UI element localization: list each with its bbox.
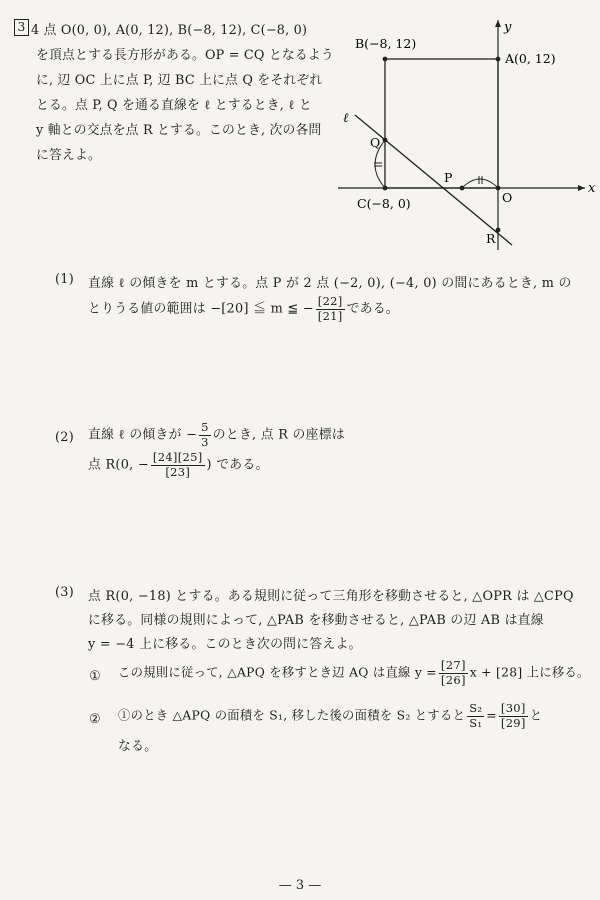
point-C — [383, 186, 388, 191]
part2-slope-fraction — [199, 422, 211, 448]
part3-sub1-fraction — [439, 660, 468, 686]
label-Q: Q — [370, 135, 381, 150]
label-y-axis: y — [504, 20, 512, 35]
point-A — [496, 57, 501, 62]
point-B — [383, 57, 388, 62]
part3-line1: 点 R(0, −18) とする。ある規則に従って三角形を移動させると, △OPR は △CPQ — [88, 589, 574, 604]
part3-sub1-text-b: x + [28] 上に移る。 — [469, 665, 590, 680]
question-number: 3 — [14, 19, 29, 36]
part3-sub2-text-a: ①のとき △APQ の面積を S₁, 移した後の面積を S₂ とすると — [118, 708, 466, 723]
point-O — [496, 186, 501, 191]
label-A: A(0, 12) — [505, 51, 556, 66]
part2-slope-num: 5 — [201, 420, 209, 434]
page-number: — 3 — — [278, 878, 322, 893]
part3-sub1-frac-den: [26] — [440, 672, 466, 687]
label-C: C(−8, 0) — [357, 196, 411, 211]
part3-sub2-text — [118, 703, 542, 729]
part3-sub2-eq: = — [486, 708, 497, 723]
part3-line3: y = −4 上に移る。このとき次の問に答えよ。 — [88, 637, 362, 652]
part3-sub2-text-b: と — [529, 708, 543, 723]
part1-frac-num: [22] — [317, 294, 343, 308]
part3-sub2-frac2-num: [30] — [500, 701, 526, 715]
point-R — [496, 228, 501, 233]
part2-line2-text-b: ) である。 — [206, 457, 269, 473]
part2-frac-num: [24][25] — [152, 450, 203, 464]
part2-line1-text-a: 直線 ℓ の傾きが − — [88, 427, 198, 443]
y-axis-arrow-icon — [495, 20, 501, 27]
part1-line2 — [88, 296, 399, 322]
label-P: P — [444, 170, 453, 185]
part1-fraction — [316, 296, 345, 322]
part3-sub1-text — [118, 660, 590, 686]
part3-sub2-marker: ② — [89, 712, 101, 727]
rectangle-OABC — [385, 59, 498, 188]
part2-line1-text-b: のとき, 点 R の座標は — [212, 427, 345, 443]
x-axis-arrow-icon — [578, 185, 585, 191]
label-B: B(−8, 12) — [355, 36, 417, 51]
point-Q — [383, 138, 388, 143]
part3-sub1-frac-num: [27] — [440, 658, 466, 672]
part1-line2-text-b: である。 — [346, 301, 399, 317]
point-P — [460, 186, 465, 191]
label-x-axis: x — [588, 181, 596, 196]
part3-number: (3) — [55, 585, 75, 600]
arc-OP — [462, 179, 498, 188]
part3-sub2-frac2-den: [29] — [500, 715, 526, 730]
part2-line2 — [88, 452, 269, 478]
part1-line1: 直線 ℓ の傾きを m とする。点 P が 2 点 (−2, 0), (−4, 0) の間にあるとき, m の — [88, 276, 572, 291]
part2-line2-text-a: 点 R(0, − — [88, 457, 149, 473]
part3-sub1-marker: ① — [89, 669, 101, 684]
part3-sub2-frac1-num: S₂ — [469, 701, 483, 715]
part3-sub2-frac1-den: S₁ — [469, 715, 483, 730]
part2-frac-den: [23] — [165, 464, 191, 479]
part2-line1 — [88, 422, 345, 448]
part3-sub2-fraction-2 — [499, 703, 528, 729]
part2-fraction — [151, 452, 205, 478]
label-l: ℓ — [343, 111, 349, 126]
part3-sub2-line2: なる。 — [118, 739, 158, 754]
part3-line2: に移る。同様の規則によって, △PAB を移動させると, △PAB の辺 AB は直線 — [88, 613, 544, 628]
intro-line-3: に, 辺 OC 上に点 P, 辺 BC 上に点 Q をそれぞれ — [36, 73, 323, 88]
intro-line-4: とる。点 P, Q を通る直線を ℓ とするとき, ℓ と — [36, 98, 312, 113]
part1-line2-text-a: とりうる値の範囲は −[20] ≦ m ≦ − — [88, 301, 314, 317]
part3-sub1-text-a: この規則に従って, △APQ を移すとき辺 AQ は直線 y = — [118, 665, 437, 680]
coordinate-diagram — [330, 10, 600, 260]
label-R: R — [486, 231, 496, 246]
part1-frac-den: [21] — [317, 308, 343, 323]
part1-number: (1) — [55, 272, 75, 287]
label-O: O — [502, 190, 513, 205]
part2-slope-den: 3 — [201, 434, 209, 449]
intro-line-6: に答えよ。 — [36, 148, 101, 163]
intro-line-2: を頂点とする長方形がある。OP = CQ となるよう — [36, 48, 334, 63]
part2-number: (2) — [55, 430, 75, 445]
part3-sub2-fraction-1 — [467, 703, 484, 729]
intro-line-5: y 軸との交点を点 R とする。このとき, 次の各問 — [36, 123, 322, 138]
intro-line-1: 4 点 O(0, 0), A(0, 12), B(−8, 12), C(−8, 0) — [31, 23, 308, 38]
